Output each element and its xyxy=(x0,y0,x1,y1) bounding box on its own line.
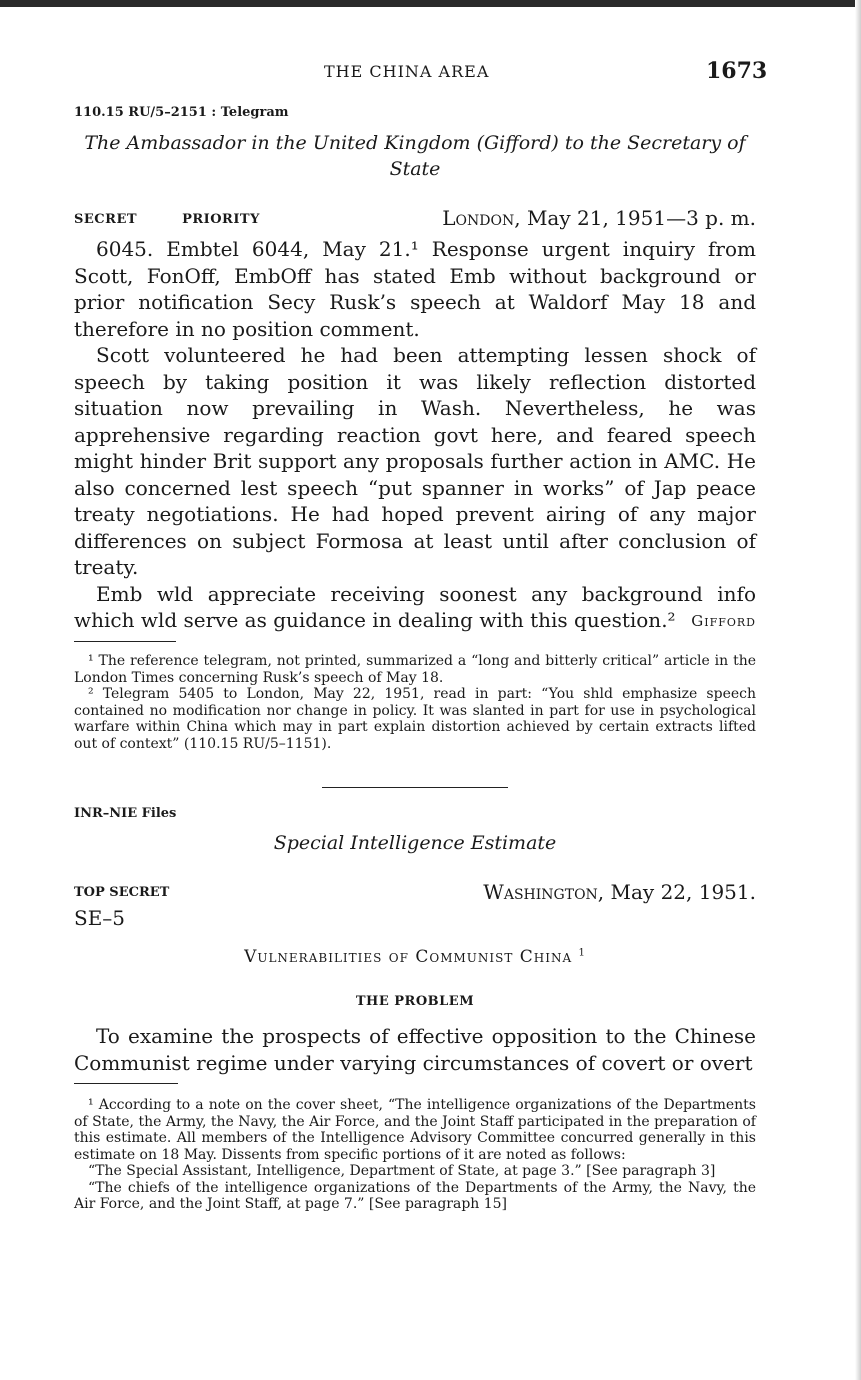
footnotes xyxy=(74,653,756,752)
scan-right-edge xyxy=(855,0,861,1380)
classification-line xyxy=(74,212,300,227)
body-paragraph: Scott volunteered he had been attempting lessen shock of speech by taking position it was likely reflection distorted situation now prevailing in Wash. Nevertheless, he was apprehensive regarding reaction govt here, and feared speech might hinder Brit support any proposals further action in AMC. He also concerned lest speech “put spanner in works” of Jap peace treaty negotiations. He had hoped prevent airing of any major differences on subject Formosa at least until after conclusion of treaty. xyxy=(74,343,756,579)
footnote-marker: 1 xyxy=(578,947,586,959)
footnote: ¹ According to a note on the cover sheet, “The intelligence organizations of the Departments of State, the Army, the Navy, the Air Force, and the Joint Staff participated in the preparation of this estimate. All members of the Intelligence Advisory Committee concurred generally in this estimate on 18 May. Dissents from specific portions of it are noted as follows: xyxy=(74,1097,756,1163)
heading-text: Vulnerabilities of Communist China xyxy=(244,947,573,967)
subheading: THE PROBLEM xyxy=(355,994,475,1009)
dateline xyxy=(483,880,756,904)
footnote: ¹ The reference telegram, not printed, summarized a “long and bitterly critical” article in the London Times concerning Rusk’s speech of May 18. xyxy=(74,653,756,686)
footnote-rule xyxy=(74,641,176,642)
scan-top-edge xyxy=(0,0,861,7)
file-reference: INR–NIE Files xyxy=(74,806,177,821)
document-number: SE–5 xyxy=(74,906,126,930)
signature: Gifford xyxy=(691,612,756,630)
priority: PRIORITY xyxy=(182,212,260,227)
telegram-body xyxy=(74,236,756,634)
dateline-date: , May 22, 1951. xyxy=(597,880,756,904)
footnote: “The chiefs of the intelligence organizations of the Departments of the Army, the Navy, the Air Force, and the Joint Staff, at page 7.” [See paragraph 15] xyxy=(74,1179,756,1212)
section-heading xyxy=(74,947,756,967)
body-paragraph: 6045. Embtel 6044, May 21.¹ Response urgent inquiry from Scott, FonOff, EmbOff has stated Emb without background or prior notification Secy Rusk’s speech at Waldorf May 18 and therefore in no position comment. xyxy=(74,237,756,341)
dateline-place: London xyxy=(442,206,515,230)
footnotes xyxy=(74,1097,756,1213)
classification: TOP SECRET xyxy=(74,885,170,900)
dateline xyxy=(442,206,756,230)
file-reference: 110.15 RU/5–2151 : Telegram xyxy=(74,105,289,120)
document-title: The Ambassador in the United Kingdom (Gifford) to the Secretary of State xyxy=(84,132,746,180)
footnote: “The Special Assistant, Intelligence, Department of State, at page 3.” [See paragraph 3] xyxy=(88,1163,716,1179)
body-paragraph: Emb wld appreciate receiving soonest any background info which wld serve as guidance in dealing with this question.² xyxy=(74,581,756,632)
section-divider xyxy=(322,787,508,788)
page-number: 1673 xyxy=(706,58,768,84)
footnote-rule xyxy=(74,1083,178,1084)
estimate-body xyxy=(74,1023,756,1076)
body-paragraph: To examine the prospects of effective opposition to the Chinese Communist regime under varying circumstances of covert or overt xyxy=(74,1024,756,1075)
dateline-place: Washington xyxy=(483,880,598,904)
dateline-date: , May 21, 1951—3 p. m. xyxy=(514,206,756,230)
running-title: THE CHINA AREA xyxy=(324,62,490,81)
document-title: Special Intelligence Estimate xyxy=(273,832,557,854)
footnote: ² Telegram 5405 to London, May 22, 1951, read in part: “You shld emphasize speech contained no modification nor change in policy. It was slanted in part for use in psychological warfare within China which may in part explain distortion achieved by certain extracts lifted out of context” (110.15 RU/5–1151). xyxy=(74,686,756,752)
classification: SECRET xyxy=(74,212,138,227)
